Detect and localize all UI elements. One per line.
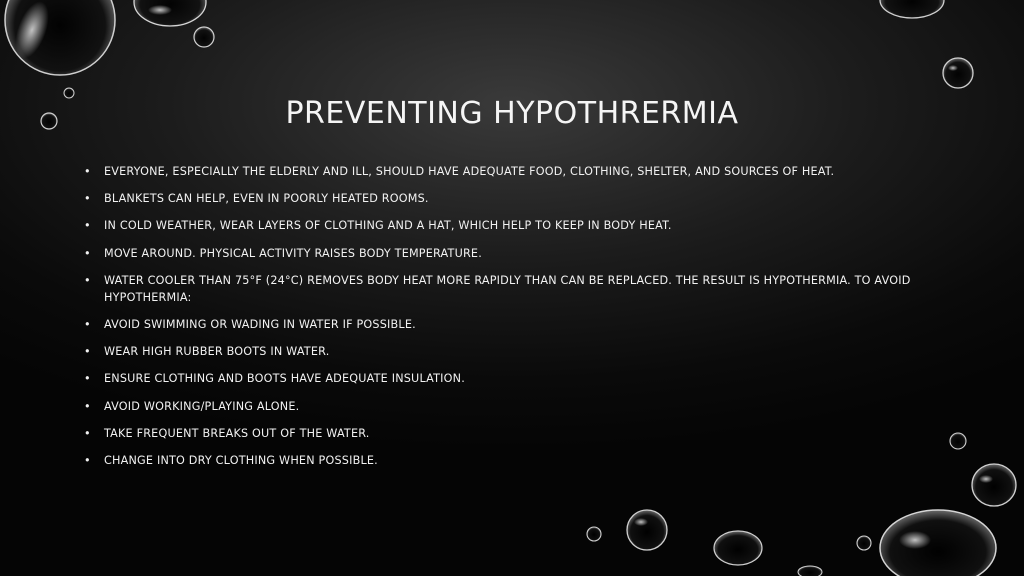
list-item [84,452,914,469]
list-item-text: MOVE AROUND. PHYSICAL ACTIVITY RAISES BODY TEMPERATURE. [104,246,482,260]
droplet-bottom-center-oval [714,531,762,565]
list-item [84,316,914,333]
list-item-text: BLANKETS CAN HELP, EVEN IN POORLY HEATED ROOMS. [104,192,429,206]
bullet-dot-icon: • [84,372,91,386]
slide-title: PREVENTING HYPOTHRERMIA [285,96,739,131]
bullet-dot-icon: • [84,453,91,467]
bullet-dot-icon: • [84,426,91,440]
list-item [84,425,914,442]
bullet-dot-icon: • [84,345,91,359]
bullet-dot-icon: • [84,246,91,260]
bullet-dot-icon: • [84,399,91,413]
droplet-bottom-small-1 [857,536,871,550]
droplet-top-right [880,0,944,18]
list-item-text: IN COLD WEATHER, WEAR LAYERS OF CLOTHING AND A HAT, WHICH HELP TO KEEP IN BODY HEAT. [104,219,672,233]
droplet-bottom-right-tiny [950,433,966,449]
list-item-text: AVOID WORKING/PLAYING ALONE. [104,399,300,413]
droplet-right-small [943,58,973,88]
list-item [84,272,914,306]
bullet-dot-icon: • [84,192,91,206]
droplet-small-1 [194,27,214,47]
list-item [84,370,914,387]
list-item-text: WATER COOLER THAN 75°F (24°C) REMOVES BODY HEAT MORE RAPIDLY THAN CAN BE REPLACED. THE RESULT IS HYPOTHERMIA. TO AVOID HYPOTHERMIA: [104,273,911,304]
list-item [84,190,914,207]
droplet-bottom-right-medium [972,464,1016,506]
list-item-text: ENSURE CLOTHING AND BOOTS HAVE ADEQUATE INSULATION. [104,372,465,386]
list-item-text: TAKE FREQUENT BREAKS OUT OF THE WATER. [104,426,370,440]
list-item [84,217,914,234]
bullet-list [84,163,914,479]
droplet-top-left-large [5,0,115,75]
droplet-bottom-center-right [798,566,822,576]
droplet-bottom-center-medium [627,510,667,550]
list-item-text: AVOID SWIMMING OR WADING IN WATER IF POSSIBLE. [104,317,416,331]
list-item-text: EVERYONE, ESPECIALLY THE ELDERLY AND ILL, SHOULD HAVE ADEQUATE FOOD, CLOTHING, SHELTER, AND SOURCES OF HEAT. [104,165,835,178]
list-item [84,343,914,360]
list-item [84,163,914,180]
droplet-top-left-medium [134,0,206,26]
droplet-bottom-center-small [587,527,601,541]
bullet-dot-icon: • [84,317,91,331]
bullet-dot-icon: • [84,219,91,233]
list-item-text: WEAR HIGH RUBBER BOOTS IN WATER. [104,345,330,359]
list-item [84,398,914,415]
list-item-text: CHANGE INTO DRY CLOTHING WHEN POSSIBLE. [104,453,378,467]
bullet-dot-icon: • [84,273,91,287]
droplet-bottom-right-large [880,510,996,576]
list-item [84,245,914,262]
bullet-dot-icon: • [84,165,91,178]
